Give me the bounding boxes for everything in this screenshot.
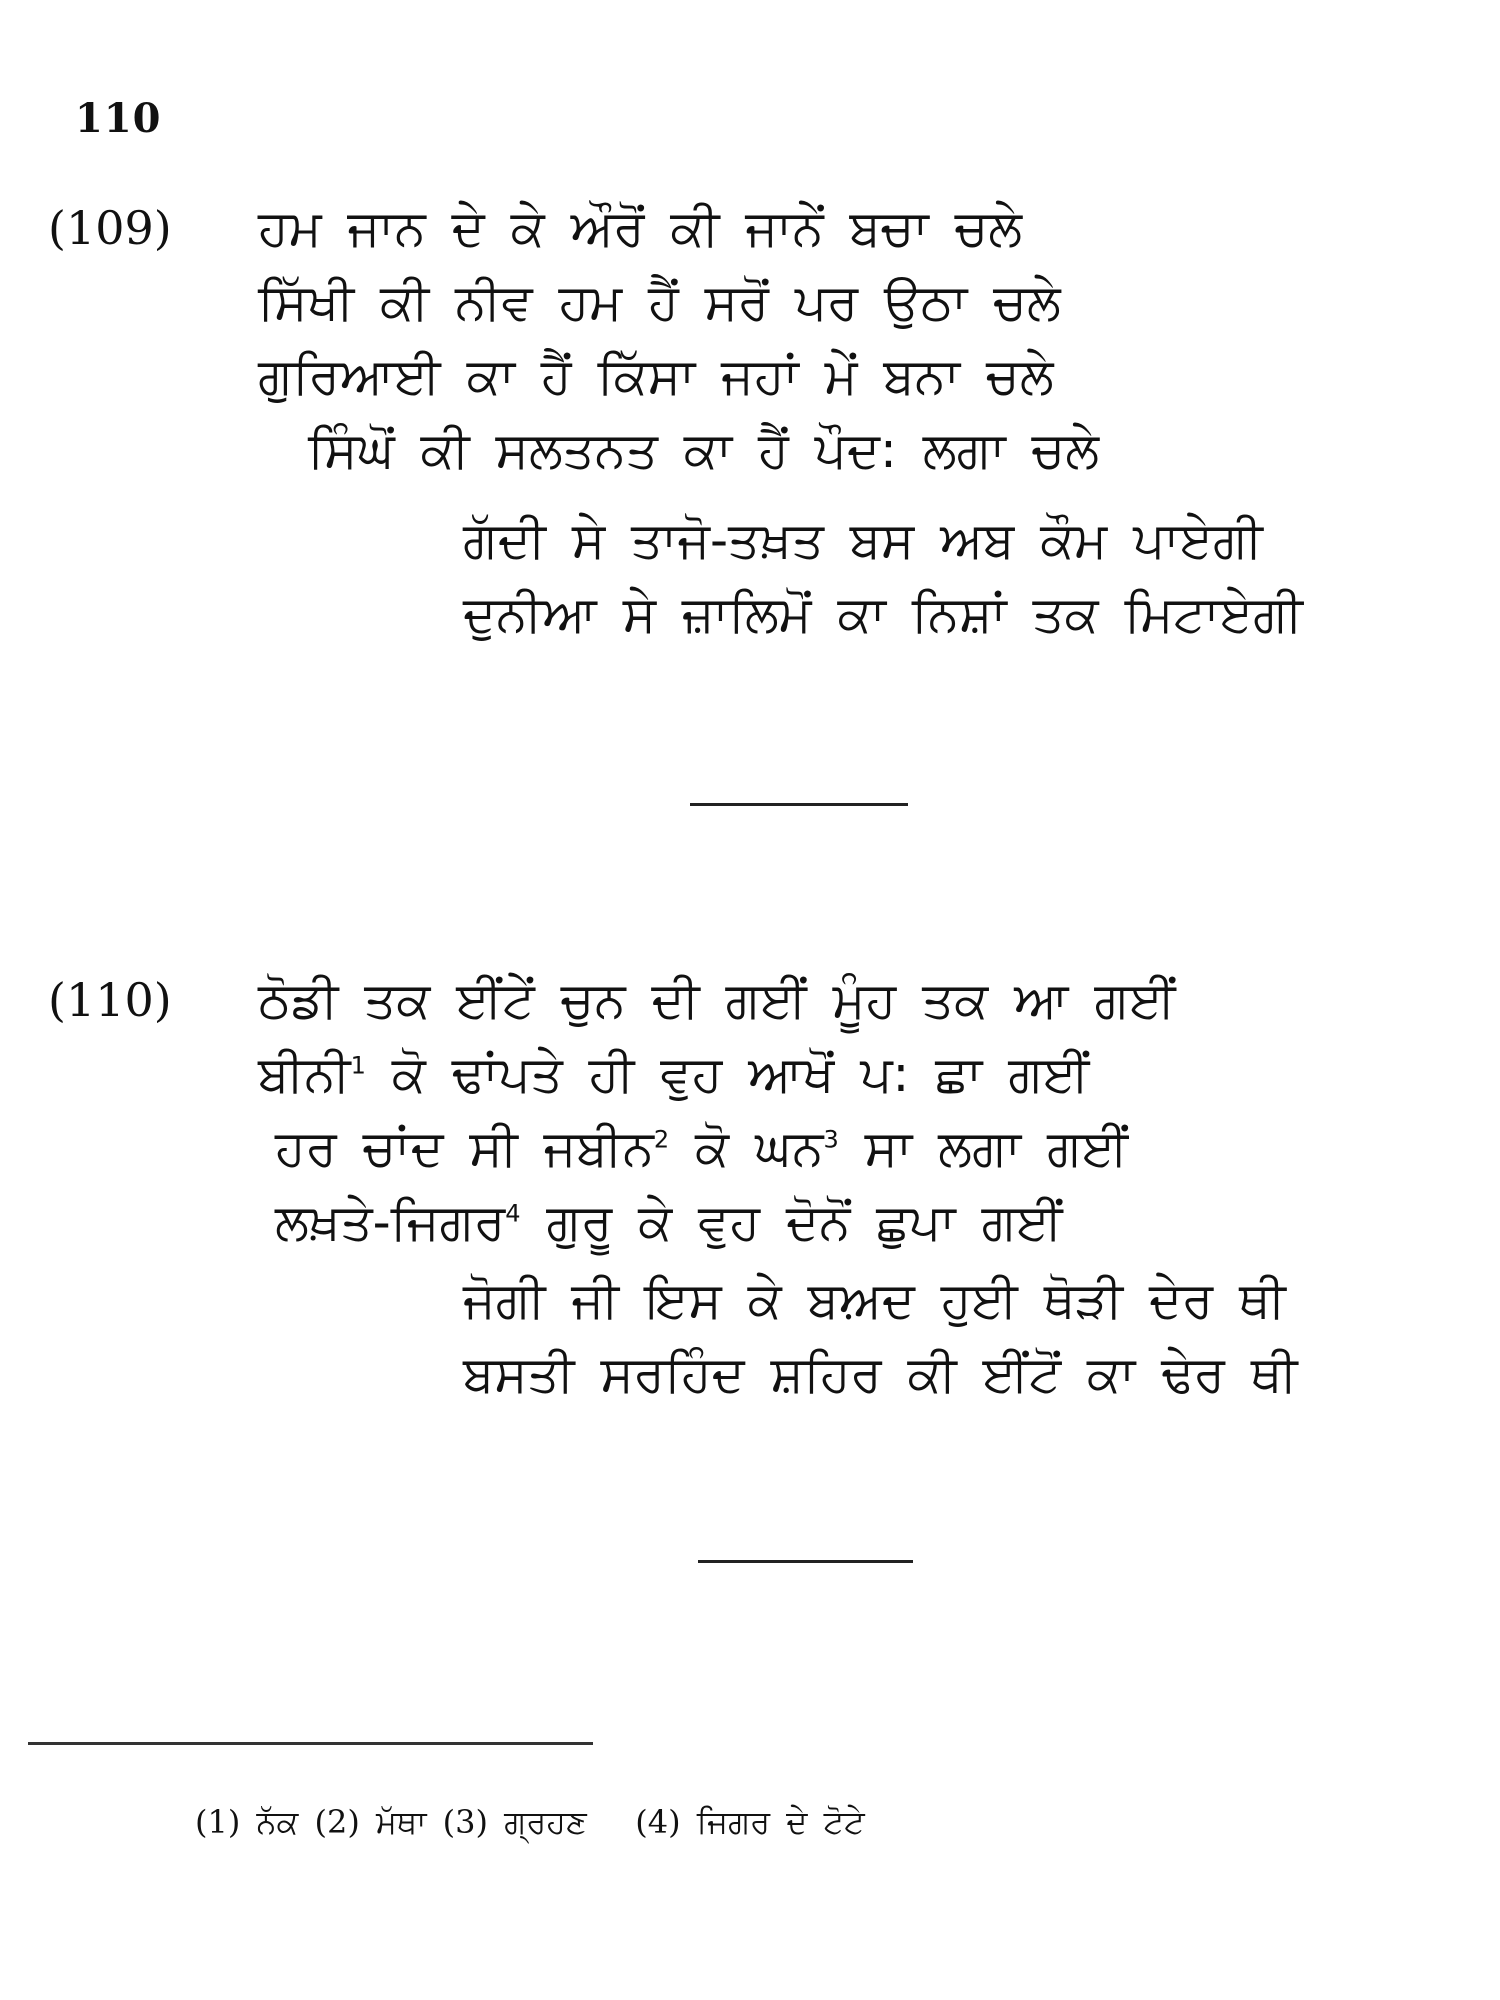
footnote-number: (4) xyxy=(635,1803,681,1841)
verse-line: ਜੋਗੀ ਜੀ ਇਸ ਕੇ ਬਅ਼ਦ ਹੁਈ ਥੋੜੀ ਦੇਰ ਥੀ xyxy=(463,1271,1286,1329)
footnote-number: (3) xyxy=(442,1803,488,1841)
verse-line: ਦੁਨੀਆ ਸੇ ਜ਼ਾਲਿਮੋਂ ਕਾ ਨਿਸ਼ਾਂ ਤਕ ਮਿਟਾਏਗੀ xyxy=(463,585,1303,643)
verse-line xyxy=(275,1192,1063,1252)
footnote-marker: 4 xyxy=(505,1199,521,1228)
footnote-rule xyxy=(28,1742,593,1745)
verse-line: ਠੋਡੀ ਤਕ ਈਂਟੇਂ ਚੁਨ ਦੀ ਗਈਂ ਮੂੰਹ ਤਕ ਆ ਗਈਂ xyxy=(258,971,1176,1029)
footnote-marker: 1 xyxy=(350,1051,366,1080)
verse-line: ਗੁਰਿਆਈ ਕਾ ਹੈਂ ਕਿੱਸਾ ਜਹਾਂ ਮੇਂ ਬਨਾ ਚਲੇ xyxy=(258,347,1054,405)
footnote-text: ਗ੍ਰਹਣ xyxy=(504,1803,587,1841)
verse-line: ਬਸਤੀ ਸਰਹਿੰਦ ਸ਼ਹਿਰ ਕੀ ਈਂਟੋਂ ਕਾ ਢੇਰ ਥੀ xyxy=(463,1345,1298,1403)
footnote-marker: 3 xyxy=(823,1125,839,1154)
verse-text: ਹਰ ਚਾਂਦ ਸੀ ਜਬੀਨ xyxy=(275,1119,654,1177)
footnote-marker: 2 xyxy=(653,1125,670,1154)
verse-line: ਗੱਦੀ ਸੇ ਤਾਜੋ-ਤਖ਼ਤ ਬਸ ਅਬ ਕੌਮ ਪਾਏਗੀ xyxy=(463,511,1263,569)
verse-line: ਸਿੱਖੀ ਕੀ ਨੀਵ ਹਮ ਹੈਂ ਸਰੋਂ ਪਰ ਉਠਾ ਚਲੇ xyxy=(258,273,1061,331)
verse-text: ਕੋ ਘਨ xyxy=(695,1119,824,1177)
stanza-number: (110) xyxy=(48,973,172,1027)
verse-text: ਲਖ਼ਤੇ-ਜਿਗਰ xyxy=(275,1193,506,1251)
verse-text: ਕੋ ਢਾਂਪਤੇ ਹੀ ਵੁਹ ਆਖੋਂ ਪ: ਛਾ ਗਈਂ xyxy=(391,1045,1090,1103)
verse-line: ਹਮ ਜਾਨ ਦੇ ਕੇ ਔਰੋਂ ਕੀ ਜਾਨੇਂ ਬਚਾ ਚਲੇ xyxy=(258,199,1023,257)
verse-text: ਗੁਰੂ ਕੇ ਵੁਹ ਦੋਨੋਂ ਛੁਪਾ ਗਈਂ xyxy=(546,1193,1063,1251)
stanza-number: (109) xyxy=(48,201,172,255)
page-number: 110 xyxy=(75,95,162,142)
verse-line xyxy=(275,1118,1128,1178)
footnote-number: (2) xyxy=(314,1803,360,1841)
verse-line xyxy=(258,1044,1089,1104)
footnote-text: ਨੱਕ xyxy=(256,1803,299,1841)
section-separator xyxy=(690,803,908,806)
footnote-number: (1) xyxy=(195,1803,241,1841)
verse-line: ਸਿੰਘੋਂ ਕੀ ਸਲਤਨਤ ਕਾ ਹੈਂ ਪੌਦ: ਲਗਾ ਚਲੇ xyxy=(308,421,1100,479)
section-separator xyxy=(698,1560,913,1563)
footnote-text: ਜਿਗਰ ਦੇ ਟੋਟੇ xyxy=(696,1803,865,1841)
footnote-text: ਮੱਥਾ xyxy=(376,1803,427,1841)
verse-text: ਸਾ ਲਗਾ ਗਈਂ xyxy=(864,1119,1129,1177)
footnotes xyxy=(195,1800,865,1844)
verse-text: ਬੀਨੀ xyxy=(258,1045,351,1103)
